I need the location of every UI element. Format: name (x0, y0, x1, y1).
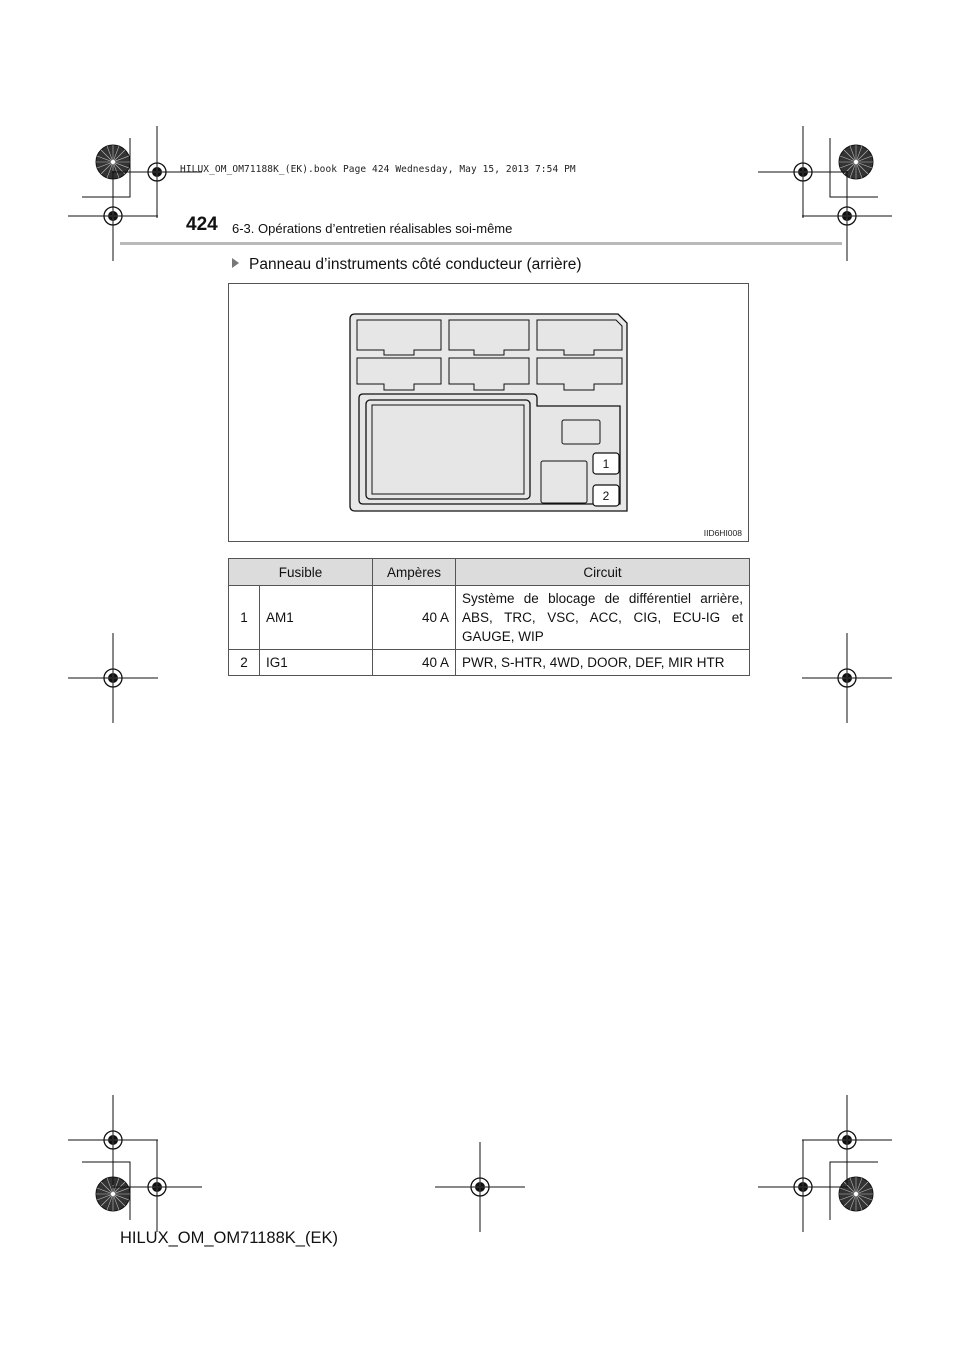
triangle-bullet-icon (232, 258, 239, 268)
header-fusible: Fusible (229, 559, 373, 586)
fuse-circuit: PWR, S-HTR, 4WD, DOOR, DEF, MIR HTR (456, 650, 750, 676)
header-circuit: Circuit (456, 559, 750, 586)
callout-1-label: 1 (602, 457, 610, 471)
print-header: HILUX_OM_OM71188K_(EK).book Page 424 Wednesday, May 15, 2013 7:54 PM (180, 164, 576, 175)
fuse-name: IG1 (260, 650, 373, 676)
fuse-circuit: Système de blocage de différentiel arrière, ABS, TRC, VSC, ACC, CIG, ECU-IG et GAUGE, WIP (456, 586, 750, 650)
fuse-amps: 40 A (373, 650, 456, 676)
fuse-number: 2 (229, 650, 260, 676)
fuse-name: AM1 (260, 586, 373, 650)
callout-2-label: 2 (602, 489, 610, 503)
fuse-number: 1 (229, 586, 260, 650)
subheading (232, 256, 582, 274)
page-number: 424 (186, 214, 218, 235)
figure-code: IID6HI008 (703, 528, 742, 538)
header-amperes: Ampères (373, 559, 456, 586)
table-row (229, 586, 750, 650)
subheading-text: Panneau d’instruments côté conducteur (arrière) (249, 256, 582, 273)
footer-code: HILUX_OM_OM71188K_(EK) (120, 1229, 338, 1247)
table-header-row (229, 559, 750, 586)
fuse-box-figure (228, 283, 749, 542)
table-row (229, 650, 750, 676)
section-title: 6-3. Opérations d’entretien réalisables soi-même (232, 221, 513, 236)
fuse-amps: 40 A (373, 586, 456, 650)
header-rule (120, 242, 842, 245)
fuse-table (228, 558, 750, 676)
fuse-box-diagram (229, 284, 748, 541)
